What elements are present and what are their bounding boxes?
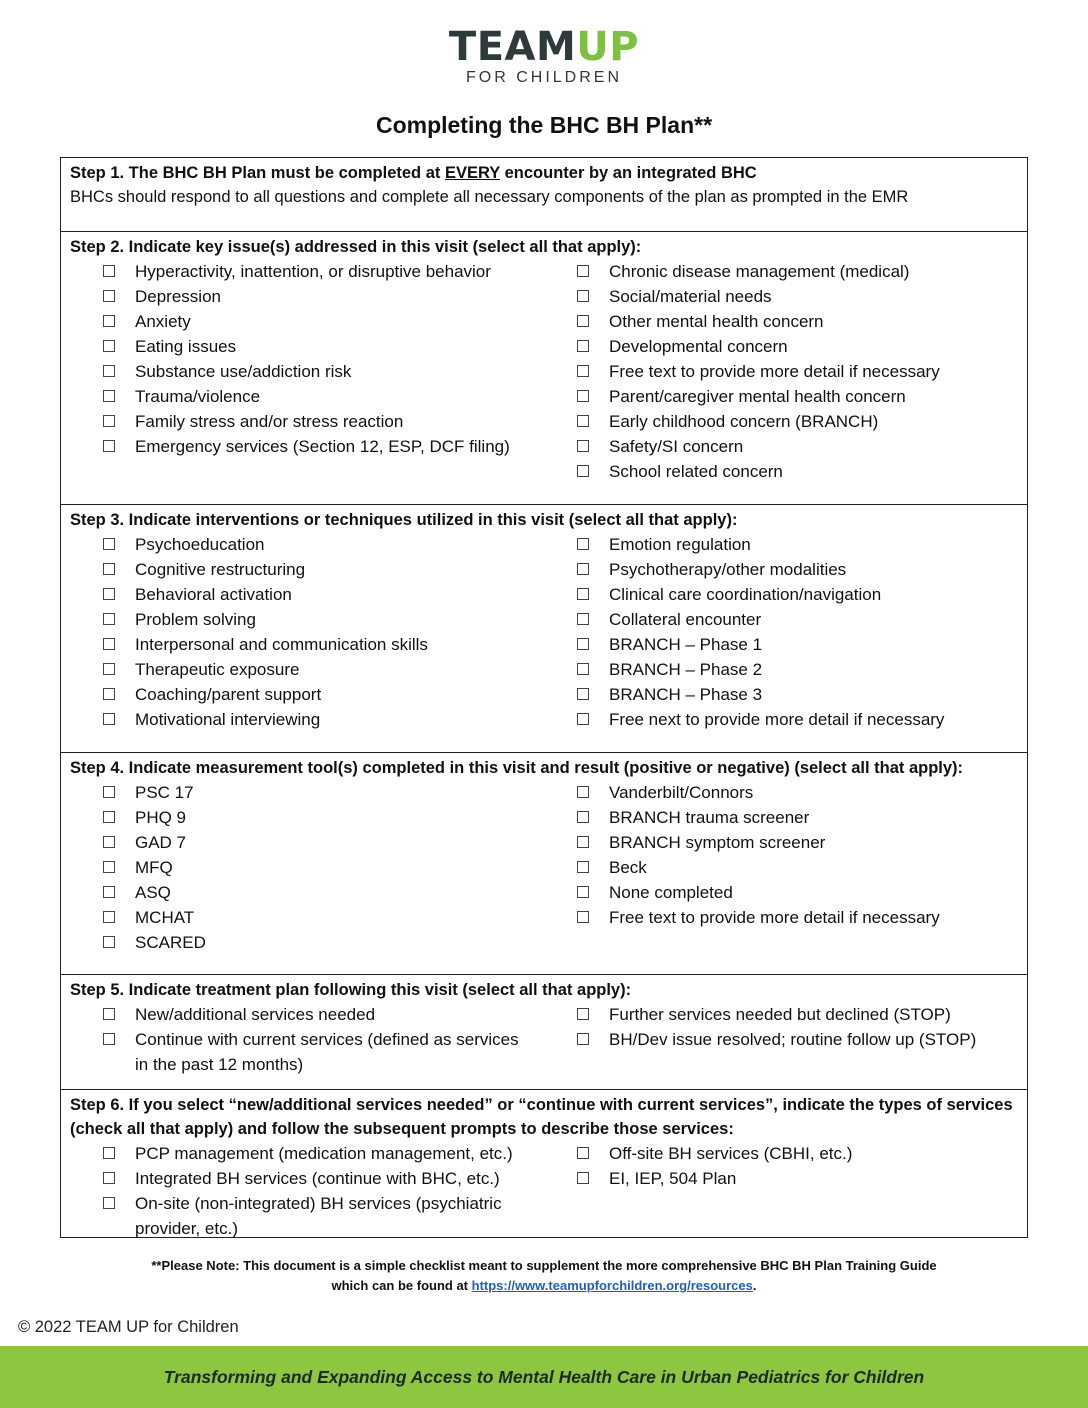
checklist-item bbox=[70, 632, 544, 657]
checklist-item bbox=[70, 1027, 544, 1077]
checkbox[interactable] bbox=[577, 638, 589, 650]
checklist-item-label: Safety/SI concern bbox=[609, 437, 744, 456]
step-2-left-list bbox=[70, 259, 544, 459]
checkbox[interactable] bbox=[103, 315, 115, 327]
checklist-item bbox=[544, 805, 1018, 830]
checkbox[interactable] bbox=[103, 911, 115, 923]
step-1-description: BHCs should respond to all questions and complete all necessary components of the plan as prompted in the EMR bbox=[70, 188, 909, 206]
checklist-item bbox=[544, 259, 1018, 284]
checklist-item-label: Free next to provide more detail if necessary bbox=[609, 710, 945, 729]
checklist-item-label: PCP management (medication management, etc.) bbox=[135, 1144, 513, 1163]
step-1-section bbox=[61, 158, 1027, 231]
checklist-item bbox=[544, 1166, 1018, 1191]
checklist-item bbox=[544, 384, 1018, 409]
step-5-right-list bbox=[544, 1002, 1018, 1052]
checklist-item-label: Anxiety bbox=[135, 312, 191, 331]
checklist-item bbox=[70, 582, 544, 607]
checklist-item bbox=[70, 905, 544, 930]
checklist-item-label: On-site (non-integrated) BH services (psychiatric provider, etc.) bbox=[135, 1194, 502, 1238]
checkbox[interactable] bbox=[103, 688, 115, 700]
checklist-item bbox=[544, 1002, 1018, 1027]
checkbox[interactable] bbox=[103, 1172, 115, 1184]
checklist-item-label: Emergency services (Section 12, ESP, DCF filing) bbox=[135, 437, 510, 456]
checklist-item bbox=[70, 1141, 544, 1166]
checklist-item bbox=[544, 532, 1018, 557]
footnote-line-2: which can be found at https://www.teamupforchildren.org/resources. bbox=[331, 1278, 757, 1293]
checkbox[interactable] bbox=[577, 440, 589, 452]
checklist-item-label: ASQ bbox=[135, 883, 171, 902]
checklist-item bbox=[544, 830, 1018, 855]
checklist-item-label: Free text to provide more detail if necessary bbox=[609, 908, 940, 927]
checkbox[interactable] bbox=[103, 786, 115, 798]
checklist-item-label: Social/material needs bbox=[609, 287, 772, 306]
step-3-heading: Step 3. Indicate interventions or techniques utilized in this visit (select all that apply): bbox=[70, 511, 738, 529]
checklist-item bbox=[544, 682, 1018, 707]
checklist-item-label: Further services needed but declined (STOP) bbox=[609, 1005, 951, 1024]
checkbox[interactable] bbox=[577, 365, 589, 377]
checklist-item-label: Continue with current services (defined as services in the past 12 months) bbox=[135, 1030, 519, 1074]
checklist-item bbox=[70, 409, 544, 434]
checklist-item-label: Collateral encounter bbox=[609, 610, 762, 629]
checklist-item-label: BRANCH – Phase 1 bbox=[609, 635, 763, 654]
checklist-item-label: Problem solving bbox=[135, 610, 256, 629]
checklist-item bbox=[70, 707, 544, 732]
step-3-left-list bbox=[70, 532, 544, 732]
checklist-item bbox=[544, 1027, 1018, 1052]
checkbox[interactable] bbox=[577, 811, 589, 823]
checklist-item bbox=[544, 707, 1018, 732]
checkbox[interactable] bbox=[577, 1172, 589, 1184]
checklist-item bbox=[70, 259, 544, 284]
checklist-item-label: Substance use/addiction risk bbox=[135, 362, 352, 381]
checkbox[interactable] bbox=[103, 638, 115, 650]
checklist-item bbox=[544, 855, 1018, 880]
checkbox[interactable] bbox=[577, 613, 589, 625]
checklist-item bbox=[544, 359, 1018, 384]
checkbox[interactable] bbox=[577, 1033, 589, 1045]
checklist-item bbox=[70, 557, 544, 582]
checklist-item bbox=[70, 682, 544, 707]
checklist-item bbox=[70, 384, 544, 409]
checklist-item-label: Therapeutic exposure bbox=[135, 660, 300, 679]
checklist-item-label: Clinical care coordination/navigation bbox=[609, 585, 882, 604]
checklist-item bbox=[70, 855, 544, 880]
checklist-item bbox=[544, 780, 1018, 805]
step-3-right-list bbox=[544, 532, 1018, 732]
checklist-item-label: Emotion regulation bbox=[609, 535, 751, 554]
checkbox[interactable] bbox=[577, 465, 589, 477]
checkbox[interactable] bbox=[577, 588, 589, 600]
checkbox[interactable] bbox=[103, 936, 115, 948]
checklist-item-label: Free text to provide more detail if necessary bbox=[609, 362, 940, 381]
checkbox[interactable] bbox=[577, 390, 589, 402]
checkbox[interactable] bbox=[577, 713, 589, 725]
checklist-item bbox=[70, 930, 544, 955]
step-5-section bbox=[61, 974, 1027, 1089]
step-6-heading: Step 6. If you select “new/additional services needed” or “continue with current services”, indicate the types of services (check all that apply) and follow the subsequent prompts to describe those services: bbox=[70, 1096, 1013, 1138]
checkbox[interactable] bbox=[103, 390, 115, 402]
checklist-item-label: Eating issues bbox=[135, 337, 237, 356]
checklist-item-label: EI, IEP, 504 Plan bbox=[609, 1169, 737, 1188]
checklist-item-label: Developmental concern bbox=[609, 337, 788, 356]
checklist-item-label: BRANCH – Phase 2 bbox=[609, 660, 763, 679]
checklist-item bbox=[544, 434, 1018, 459]
checkbox[interactable] bbox=[577, 1147, 589, 1159]
checklist-item bbox=[544, 880, 1018, 905]
checkbox[interactable] bbox=[103, 265, 115, 277]
checklist-item bbox=[544, 284, 1018, 309]
step-2-right-list bbox=[544, 259, 1018, 484]
checklist-item bbox=[70, 780, 544, 805]
checklist-item bbox=[544, 607, 1018, 632]
team-up-logo bbox=[0, 26, 1088, 88]
checklist-item bbox=[70, 532, 544, 557]
step-2-heading: Step 2. Indicate key issue(s) addressed in this visit (select all that apply): bbox=[70, 238, 642, 256]
checklist-item-label: None completed bbox=[609, 883, 733, 902]
checkbox[interactable] bbox=[577, 911, 589, 923]
step-4-left-list bbox=[70, 780, 544, 955]
checklist-item-label: Parent/caregiver mental health concern bbox=[609, 387, 906, 406]
checkbox[interactable] bbox=[577, 340, 589, 352]
checklist-item-label: Family stress and/or stress reaction bbox=[135, 412, 404, 431]
checkbox[interactable] bbox=[103, 1147, 115, 1159]
step-2-section bbox=[61, 231, 1027, 504]
checklist-item-label: GAD 7 bbox=[135, 833, 187, 852]
checklist-item-label: BRANCH – Phase 3 bbox=[609, 685, 763, 704]
checklist-item bbox=[70, 309, 544, 334]
checklist-table bbox=[60, 157, 1028, 1238]
checklist-item-label: New/additional services needed bbox=[135, 1005, 376, 1024]
step-6-left-list bbox=[70, 1141, 544, 1241]
checklist-item bbox=[70, 359, 544, 384]
checkbox[interactable] bbox=[103, 1033, 115, 1045]
step-5-left-list bbox=[70, 1002, 544, 1077]
checkbox[interactable] bbox=[103, 613, 115, 625]
logo-wordmark: TEAMUP bbox=[448, 24, 640, 70]
checklist-item bbox=[70, 334, 544, 359]
checklist-item bbox=[544, 905, 1018, 930]
checklist-item-label: Behavioral activation bbox=[135, 585, 292, 604]
checklist-item-label: Cognitive restructuring bbox=[135, 560, 306, 579]
checklist-item bbox=[544, 657, 1018, 682]
checklist-item bbox=[544, 334, 1018, 359]
checkbox[interactable] bbox=[577, 415, 589, 427]
checkbox[interactable] bbox=[103, 861, 115, 873]
checkbox[interactable] bbox=[577, 315, 589, 327]
checklist-item bbox=[544, 632, 1018, 657]
step-4-section bbox=[61, 752, 1027, 974]
checkbox[interactable] bbox=[103, 290, 115, 302]
checklist-item-label: Hyperactivity, inattention, or disruptive behavior bbox=[135, 262, 491, 281]
checklist-item bbox=[70, 1191, 544, 1241]
checklist-item bbox=[70, 805, 544, 830]
checklist-item-label: Off-site BH services (CBHI, etc.) bbox=[609, 1144, 853, 1163]
checklist-item-label: Interpersonal and communication skills bbox=[135, 635, 428, 654]
checkbox[interactable] bbox=[103, 415, 115, 427]
step-4-right-list bbox=[544, 780, 1018, 930]
checklist-item bbox=[544, 557, 1018, 582]
checkbox[interactable] bbox=[103, 886, 115, 898]
step-5-heading: Step 5. Indicate treatment plan following this visit (select all that apply): bbox=[70, 981, 632, 999]
checkbox[interactable] bbox=[577, 688, 589, 700]
checklist-item-label: BH/Dev issue resolved; routine follow up (STOP) bbox=[609, 1030, 977, 1049]
checklist-item bbox=[70, 1166, 544, 1191]
checkbox[interactable] bbox=[103, 588, 115, 600]
checkbox[interactable] bbox=[577, 290, 589, 302]
checkbox[interactable] bbox=[577, 861, 589, 873]
checklist-item-label: Depression bbox=[135, 287, 221, 306]
checklist-item-label: MCHAT bbox=[135, 908, 195, 927]
checklist-item-label: Motivational interviewing bbox=[135, 710, 321, 729]
checkbox[interactable] bbox=[103, 1008, 115, 1020]
checkbox[interactable] bbox=[103, 440, 115, 452]
checklist-item-label: PHQ 9 bbox=[135, 808, 187, 827]
footnote-line-1: **Please Note: This document is a simple checklist meant to supplement the more comprehensive BHC BH Plan Training Guide bbox=[151, 1258, 937, 1273]
checkbox[interactable] bbox=[103, 365, 115, 377]
checkbox[interactable] bbox=[577, 1008, 589, 1020]
checkbox[interactable] bbox=[103, 1197, 115, 1209]
checklist-item bbox=[70, 284, 544, 309]
checklist-item bbox=[70, 880, 544, 905]
step-6-section bbox=[61, 1089, 1027, 1237]
step-3-section bbox=[61, 504, 1027, 752]
checklist-item-label: Trauma/violence bbox=[135, 387, 261, 406]
checklist-item-label: Chronic disease management (medical) bbox=[609, 262, 910, 281]
resources-link[interactable]: https://www.teamupforchildren.org/resources bbox=[471, 1278, 753, 1293]
checkbox[interactable] bbox=[577, 836, 589, 848]
checkbox[interactable] bbox=[103, 340, 115, 352]
checklist-item-label: MFQ bbox=[135, 858, 173, 877]
checklist-item-label: Integrated BH services (continue with BHC, etc.) bbox=[135, 1169, 500, 1188]
step-6-right-list bbox=[544, 1141, 1018, 1191]
checklist-item-label: School related concern bbox=[609, 462, 783, 481]
checklist-item bbox=[70, 434, 544, 459]
checklist-item bbox=[70, 657, 544, 682]
checkbox[interactable] bbox=[103, 811, 115, 823]
checklist-item bbox=[544, 1141, 1018, 1166]
checkbox[interactable] bbox=[103, 563, 115, 575]
step-1-heading: Step 1. The BHC BH Plan must be completed at EVERY encounter by an integrated BHC bbox=[70, 164, 757, 182]
checkbox[interactable] bbox=[577, 538, 589, 550]
checklist-item bbox=[70, 1002, 544, 1027]
checklist-item-label: Beck bbox=[609, 858, 647, 877]
checkbox[interactable] bbox=[103, 836, 115, 848]
checkbox[interactable] bbox=[103, 663, 115, 675]
footer-tagline: Transforming and Expanding Access to Mental Health Care in Urban Pediatrics for Children bbox=[163, 1367, 925, 1387]
checklist-item-label: Vanderbilt/Connors bbox=[609, 783, 754, 802]
checklist-item-label: SCARED bbox=[135, 933, 206, 952]
logo-subtitle: FOR CHILDREN bbox=[465, 69, 622, 86]
checklist-item bbox=[544, 309, 1018, 334]
footnote bbox=[0, 1256, 1088, 1296]
checklist-item-label: Other mental health concern bbox=[609, 312, 824, 331]
checklist-item-label: PSC 17 bbox=[135, 783, 194, 802]
checklist-item bbox=[544, 582, 1018, 607]
checkbox[interactable] bbox=[577, 786, 589, 798]
step-4-heading: Step 4. Indicate measurement tool(s) completed in this visit and result (positive or negative) (select all that apply): bbox=[70, 759, 964, 777]
checklist-item bbox=[544, 409, 1018, 434]
checklist-item-label: Early childhood concern (BRANCH) bbox=[609, 412, 879, 431]
checkbox[interactable] bbox=[577, 663, 589, 675]
checkbox[interactable] bbox=[103, 713, 115, 725]
checklist-item-label: BRANCH trauma screener bbox=[609, 808, 810, 827]
checkbox[interactable] bbox=[577, 265, 589, 277]
checklist-item-label: BRANCH symptom screener bbox=[609, 833, 826, 852]
checkbox[interactable] bbox=[577, 886, 589, 898]
checkbox[interactable] bbox=[577, 563, 589, 575]
checklist-item bbox=[70, 607, 544, 632]
checklist-item-label: Psychoeducation bbox=[135, 535, 265, 554]
checkbox[interactable] bbox=[103, 538, 115, 550]
checklist-item bbox=[70, 830, 544, 855]
checklist-item-label: Coaching/parent support bbox=[135, 685, 322, 704]
checklist-item bbox=[544, 459, 1018, 484]
copyright: © 2022 TEAM UP for Children bbox=[18, 1318, 239, 1336]
page-title: Completing the BHC BH Plan** bbox=[375, 112, 713, 138]
checklist-item-label: Psychotherapy/other modalities bbox=[609, 560, 847, 579]
